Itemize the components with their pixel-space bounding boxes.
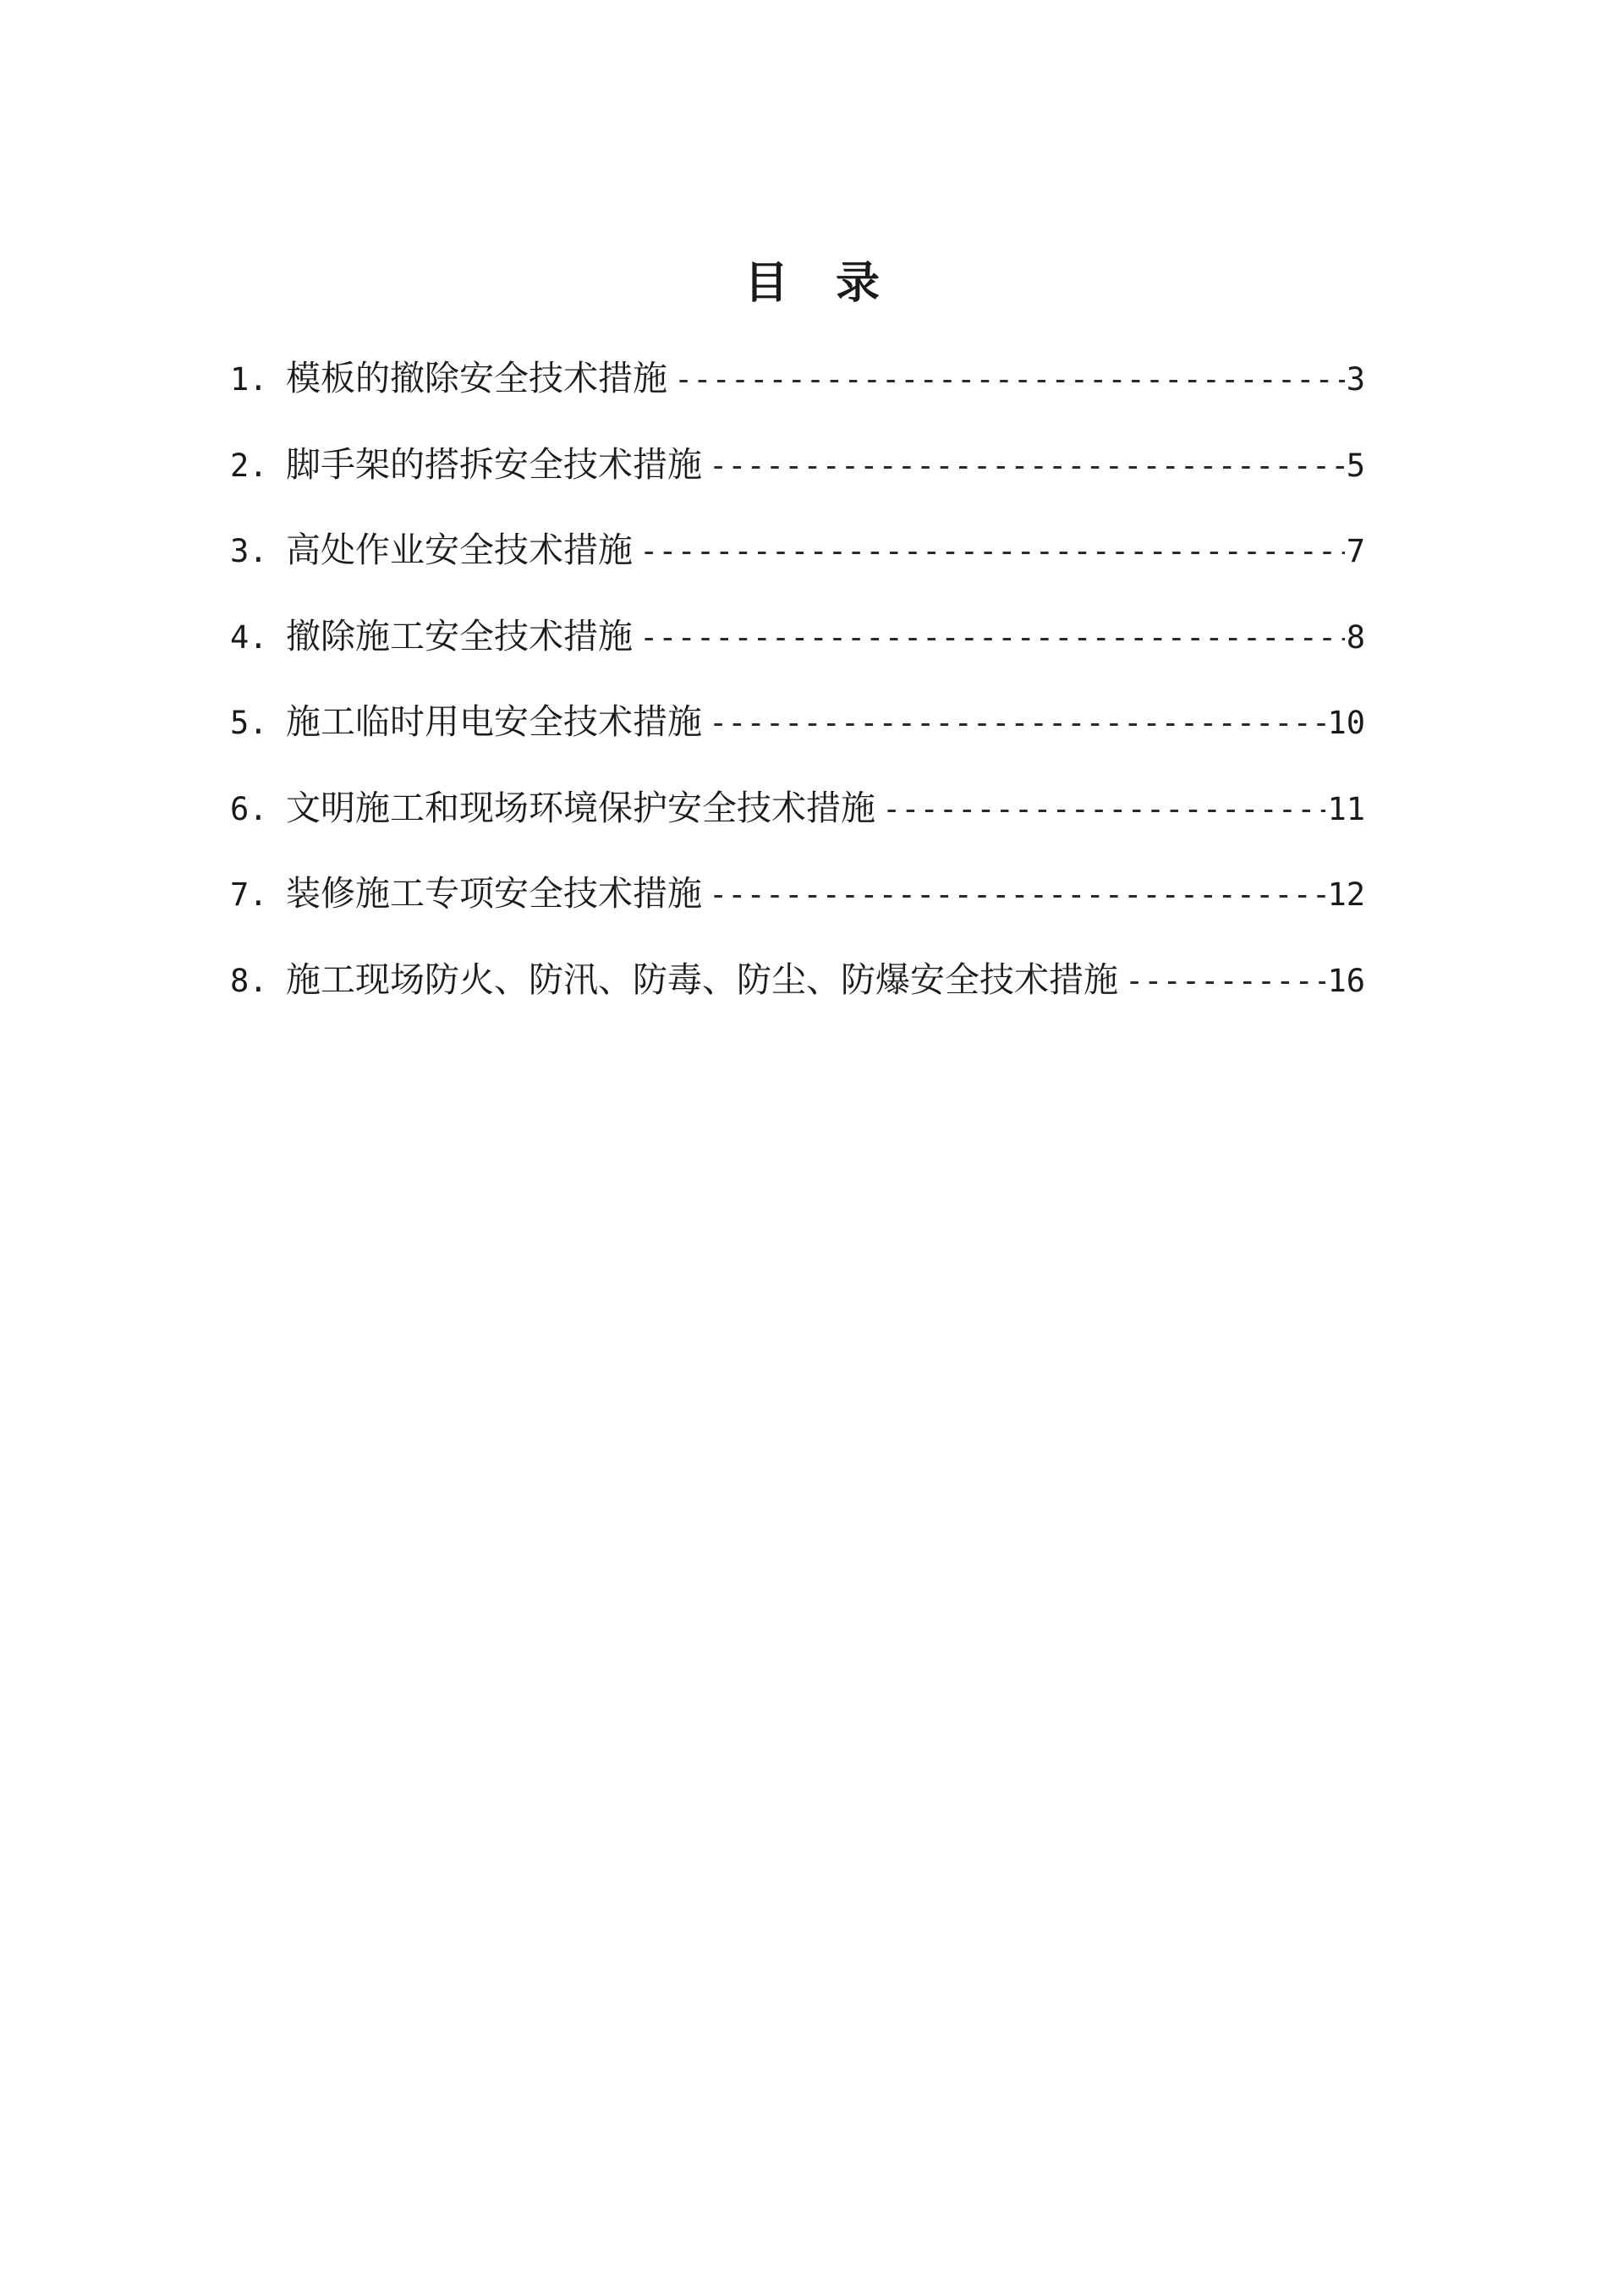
- title-char-1: 目: [743, 257, 788, 309]
- table-of-contents: [230, 349, 1365, 1035]
- toc-entry-title[interactable]: 文明施工和现场环境保护安全技术措施: [286, 787, 875, 828]
- toc-entry-page[interactable]: 16: [1327, 962, 1365, 999]
- toc-entry-title[interactable]: 脚手架的搭拆安全技术措施: [286, 443, 702, 485]
- toc-dot-leader: [1125, 952, 1325, 1011]
- toc-entry[interactable]: [230, 950, 1365, 1036]
- toc-entry[interactable]: [230, 520, 1365, 607]
- toc-entry[interactable]: [230, 692, 1365, 778]
- title-char-2: 录: [836, 257, 881, 309]
- toc-entry-title[interactable]: 撤除施工安全技术措施: [286, 615, 633, 656]
- toc-entry-number: 7.: [230, 876, 268, 913]
- toc-entry-title[interactable]: 施工临时用电安全技术措施: [286, 701, 702, 742]
- toc-entry-page[interactable]: 10: [1327, 705, 1365, 741]
- toc-entry-title[interactable]: 模板的撤除安全技术措施: [286, 358, 667, 398]
- toc-entry-number: 4.: [230, 618, 268, 656]
- toc-entry-number: 8.: [230, 962, 268, 999]
- toc-dot-leader: [709, 694, 1325, 753]
- toc-entry-number: 3.: [230, 533, 268, 569]
- toc-entry-number: 1.: [230, 361, 268, 398]
- toc-entry-number: 2.: [230, 447, 268, 484]
- toc-entry-number: 5.: [230, 705, 268, 741]
- toc-entry[interactable]: [230, 435, 1365, 521]
- toc-entry-page[interactable]: 3: [1346, 361, 1365, 398]
- toc-entry-title[interactable]: 施工现场防火、防汛、防毒、防尘、防爆安全技术措施: [286, 958, 1118, 1000]
- toc-entry[interactable]: [230, 349, 1365, 435]
- toc-entry-page[interactable]: 11: [1327, 790, 1365, 827]
- toc-dot-leader: [709, 865, 1325, 925]
- toc-entry-page[interactable]: 5: [1346, 447, 1365, 484]
- toc-entry-page[interactable]: 7: [1346, 533, 1365, 569]
- toc-dot-leader: [882, 780, 1325, 839]
- toc-entry[interactable]: [230, 778, 1365, 865]
- toc-entry-title[interactable]: 装修施工专项安全技术措施: [286, 873, 702, 914]
- toc-entry-page[interactable]: 8: [1346, 618, 1365, 656]
- toc-entry[interactable]: [230, 864, 1365, 950]
- toc-entry-page[interactable]: 12: [1327, 876, 1365, 913]
- toc-dot-leader: [674, 350, 1345, 409]
- toc-dot-leader: [639, 522, 1345, 581]
- toc-entry-number: 6.: [230, 790, 268, 827]
- page-title: [0, 254, 1624, 313]
- toc-entry-title[interactable]: 高处作业安全技术措施: [286, 530, 633, 570]
- toc-dot-leader: [709, 437, 1345, 496]
- toc-entry[interactable]: [230, 607, 1365, 693]
- toc-dot-leader: [639, 608, 1345, 667]
